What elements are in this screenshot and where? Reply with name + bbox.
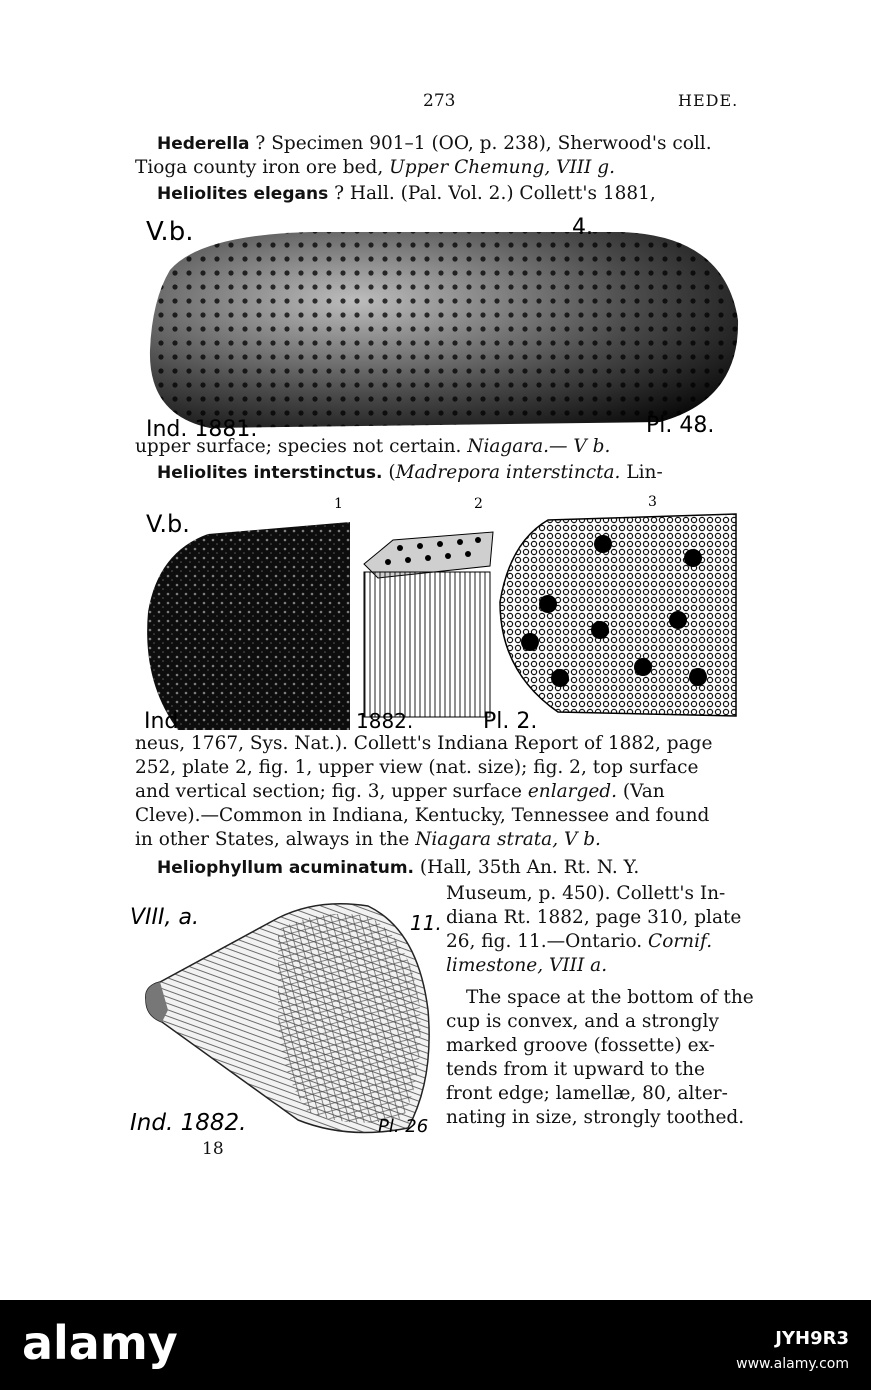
heliophyllum-desc-6: nating in size, strongly toothed. — [446, 1107, 745, 1128]
fig2-num-1: 1 — [334, 496, 343, 512]
panel-3-cell-texture — [500, 514, 736, 716]
interstinctus-line3-post: (Van — [617, 781, 665, 802]
heliolites-interstinctus-rest-pre: ( — [388, 462, 396, 483]
heliophyllum-desc-1: The space at the bottom of the — [466, 987, 754, 1008]
fig2-plate: Pl. 2. — [483, 709, 538, 732]
fig1-plate: Pl. 48. — [646, 413, 715, 438]
fig1-number: 4. — [572, 215, 593, 240]
fig3-viiia: VIII, a. — [130, 905, 199, 930]
heliophyllum-rest: (Hall, 35th An. Rt. N. Y. — [419, 857, 640, 878]
interstinctus-line-4: Cleve).—Common in Indiana, Kentucky, Tennessee and found — [135, 805, 710, 826]
heliolites-elegans-rest: Hall. (Pal. Vol. 2.) Collett's 1881, — [349, 183, 656, 204]
panel-2-vertical-section — [364, 572, 490, 717]
fig3-number: 11. — [410, 911, 442, 935]
heliophyllum-col-line-1: Museum, p. 450). Collett's In- — [446, 883, 726, 904]
signature-mark: 18 — [202, 1139, 224, 1159]
hederella-q: ? — [255, 133, 266, 154]
heliophyllum-col-line-3 — [446, 931, 712, 953]
heliolites-interstinctus-rest-post: Lin- — [620, 462, 663, 483]
heliolites-elegans-q: ? — [334, 183, 344, 204]
panel-1-texture — [147, 522, 350, 730]
hederella-name: Hederella — [157, 134, 250, 154]
watermark-url: www.alamy.com — [736, 1356, 849, 1372]
heliolites-interstinctus-name: Heliolites interstinctus. — [157, 463, 383, 483]
interstinctus-line-2: 252, plate 2, fig. 1, upper view (nat. size); fig. 2, top surface — [135, 757, 699, 778]
heliophyllum-heading — [157, 857, 639, 879]
heliolites-elegans-caption-pre: upper surface; species not certain. — [135, 436, 468, 457]
interstinctus-line-5 — [135, 829, 601, 851]
heliophyllum-name: Heliophyllum acuminatum. — [157, 858, 415, 878]
heliophyllum-desc-4: tends from it upward to the — [446, 1059, 705, 1080]
coral-specimen-corallites — [150, 232, 738, 428]
heliophyllum-col-line-4: limestone, VIII a. — [446, 955, 608, 976]
figure-heliolites-interstinctus — [138, 492, 738, 732]
cup-coral-calyx — [278, 914, 421, 1123]
watermark-brand: alamy — [22, 1316, 178, 1370]
fig2-vb: V.b. — [146, 510, 190, 538]
heliophyllum-col-line-2: diana Rt. 1882, page 310, plate — [446, 907, 742, 928]
heliophyllum-desc-3: marked groove (fossette) ex- — [446, 1035, 715, 1056]
fig1-ind: Ind. 1881. — [146, 417, 258, 442]
heliolites-elegans-heading — [157, 183, 656, 205]
fig2-ind: Ind — [144, 709, 179, 732]
panel-2-top-surface — [364, 532, 493, 578]
interstinctus-line5-italic: Niagara strata, V b. — [415, 829, 601, 850]
heliolites-elegans-caption — [135, 436, 610, 458]
running-head: HEDE. — [678, 91, 739, 110]
interstinctus-line5-pre: in other States, always in the — [135, 829, 416, 850]
hederella-line-1 — [157, 133, 712, 155]
hederella-line-2 — [135, 157, 615, 179]
interstinctus-line-1: neus, 1767, Sys. Nat.). Collett's Indiana Report of 1882, page — [135, 733, 713, 754]
fig3-plate: Pl. 26 — [378, 1116, 429, 1137]
heliolites-interstinctus-rest-italic: Madrepora interstincta. — [395, 462, 621, 483]
heliophyllum-desc-2: cup is convex, and a strongly — [446, 1011, 719, 1032]
fig2-num-2: 2 — [474, 496, 483, 512]
figure-heliophyllum — [128, 890, 448, 1140]
heliophyllum-col3-pre: 26, fig. 11.—Ontario. — [446, 931, 649, 952]
heliolites-elegans-name: Heliolites elegans — [157, 184, 329, 204]
page-number: 273 — [423, 91, 456, 111]
hederella-line2-pre: Tioga county iron ore bed, — [135, 157, 390, 178]
heliolites-elegans-caption-italic: Niagara.— V b. — [467, 436, 611, 457]
figure-heliolites-elegans — [140, 210, 745, 445]
heliolites-interstinctus-heading — [157, 462, 663, 484]
fig2-num-3: 3 — [648, 494, 657, 510]
interstinctus-line3-italic: enlarged. — [527, 781, 618, 802]
heliophyllum-desc-5: front edge; lamellæ, 80, alter- — [446, 1083, 728, 1104]
fig3-ind: Ind. 1882. — [130, 1110, 247, 1136]
interstinctus-line3-pre: and vertical section; fig. 3, upper surface — [135, 781, 528, 802]
hederella-line2-italic: Upper Chemung, VIII g. — [389, 157, 615, 178]
heliophyllum-col3-italic: Cornif. — [648, 931, 713, 952]
interstinctus-line-3 — [135, 781, 665, 803]
hederella-line1-rest: Specimen 901–1 (OO, p. 238), Sherwood's coll. — [271, 133, 712, 154]
fig2-year: 1882. — [356, 709, 414, 732]
watermark-id: JYH9R3 — [775, 1328, 849, 1349]
fig1-vb: V.b. — [146, 217, 194, 247]
